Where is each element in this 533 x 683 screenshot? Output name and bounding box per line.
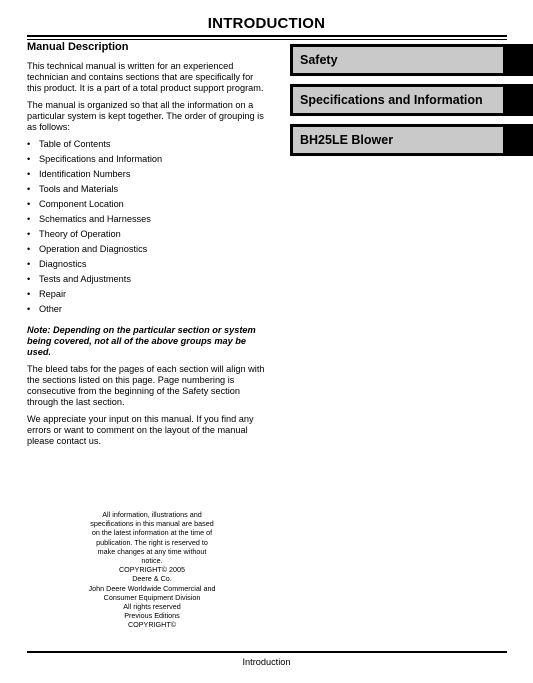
- list-item-label: Specifications and Information: [39, 154, 163, 164]
- bullet-icon: •: [27, 214, 31, 224]
- bullet-icon: •: [27, 289, 31, 299]
- bullet-icon: •: [27, 274, 31, 284]
- tab-safety[interactable]: [290, 44, 533, 76]
- copyright-line: Deere & Co.: [132, 574, 172, 584]
- list-item: [27, 154, 265, 169]
- list-item-label: Schematics and Harnesses: [39, 214, 151, 224]
- copyright-line: COPYRIGHT© 2005: [118, 565, 185, 575]
- header-rule-thin: [27, 39, 507, 40]
- bullet-icon: •: [27, 229, 31, 239]
- feedback-paragraph: We appreciate your input on this manual. If you find any errors or want to comment on the layout of the manual please contact us.: [27, 414, 254, 446]
- bleed-tabs-paragraph: The bleed tabs for the pages of each section will align with the sections listed on this page. Page numbering is consecutive from the beginning of the Safety section through the last section.: [27, 364, 265, 407]
- copyright-line: specifications in this manual are based: [90, 519, 214, 529]
- section-tabs: [290, 44, 533, 164]
- intro-paragraph: This technical manual is written for an experienced technician and contains sections that are specifically for this product. It is a part of a total product support program.: [27, 61, 264, 93]
- bullet-icon: •: [27, 259, 31, 269]
- copyright-line: All information, illustrations and: [102, 510, 202, 519]
- tab-label[interactable]: Specifications and Information: [293, 87, 503, 113]
- copyright-line: publication. The right is reserved to: [96, 537, 208, 547]
- copyright-line: on the latest information at the time of: [91, 528, 213, 538]
- list-item-label: Table of Contents: [39, 139, 111, 149]
- list-item-label: Tools and Materials: [39, 184, 119, 194]
- bullet-icon: •: [27, 139, 31, 149]
- copyright-line: All rights reserved: [123, 602, 181, 612]
- list-item: [27, 214, 265, 229]
- list-item: [27, 229, 265, 244]
- list-item: [27, 139, 265, 154]
- list-item: [27, 184, 265, 199]
- bullet-icon: •: [27, 154, 31, 164]
- tab-bh25le-blower[interactable]: [290, 124, 533, 156]
- section-heading: Manual Description: [27, 41, 129, 53]
- list-item-label: Diagnostics: [39, 259, 87, 269]
- copyright-line: notice.: [141, 556, 163, 566]
- list-item-label: Repair: [39, 289, 67, 299]
- copyright-block: [77, 510, 227, 630]
- tab-label[interactable]: Safety: [293, 47, 503, 73]
- bullet-icon: •: [27, 304, 31, 314]
- list-item-label: Other: [39, 304, 62, 314]
- list-item-label: Identification Numbers: [39, 169, 131, 179]
- page-title: INTRODUCTION: [207, 15, 326, 32]
- list-item-label: Theory of Operation: [39, 229, 121, 239]
- copyright-line: COPYRIGHT©: [127, 620, 177, 630]
- bullet-icon: •: [27, 199, 31, 209]
- tab-label[interactable]: BH25LE Blower: [293, 127, 503, 153]
- list-item: [27, 244, 265, 259]
- tab-specifications-and-information[interactable]: [290, 84, 533, 116]
- list-item: [27, 199, 265, 214]
- list-item-label: Operation and Diagnostics: [39, 244, 148, 254]
- footer-label: Introduction: [242, 657, 291, 667]
- grouping-list: [27, 139, 265, 319]
- copyright-line: Consumer Equipment Division: [103, 592, 201, 602]
- bullet-icon: •: [27, 244, 31, 254]
- organization-paragraph: The manual is organized so that all the information on a particular system is kept together. The order of grouping is as follows:: [27, 100, 264, 132]
- manual-description-section: [27, 41, 265, 453]
- list-item: [27, 169, 265, 184]
- list-item: [27, 289, 265, 304]
- bullet-icon: •: [27, 169, 31, 179]
- header-rule-thick: [27, 35, 507, 37]
- note-text: Note: Depending on the particular section or system being covered, not all of the above groups may be used.: [27, 325, 256, 357]
- footer-rule: [27, 651, 507, 653]
- list-item: [27, 259, 265, 274]
- list-item: [27, 304, 265, 319]
- copyright-line: make changes at any time without: [97, 546, 207, 556]
- list-item: [27, 274, 265, 289]
- list-item-label: Tests and Adjustments: [39, 274, 131, 284]
- list-item-label: Component Location: [39, 199, 124, 209]
- copyright-line: Previous Editions: [124, 611, 180, 621]
- copyright-line: John Deere Worldwide Commercial and: [88, 583, 216, 593]
- bullet-icon: •: [27, 184, 31, 194]
